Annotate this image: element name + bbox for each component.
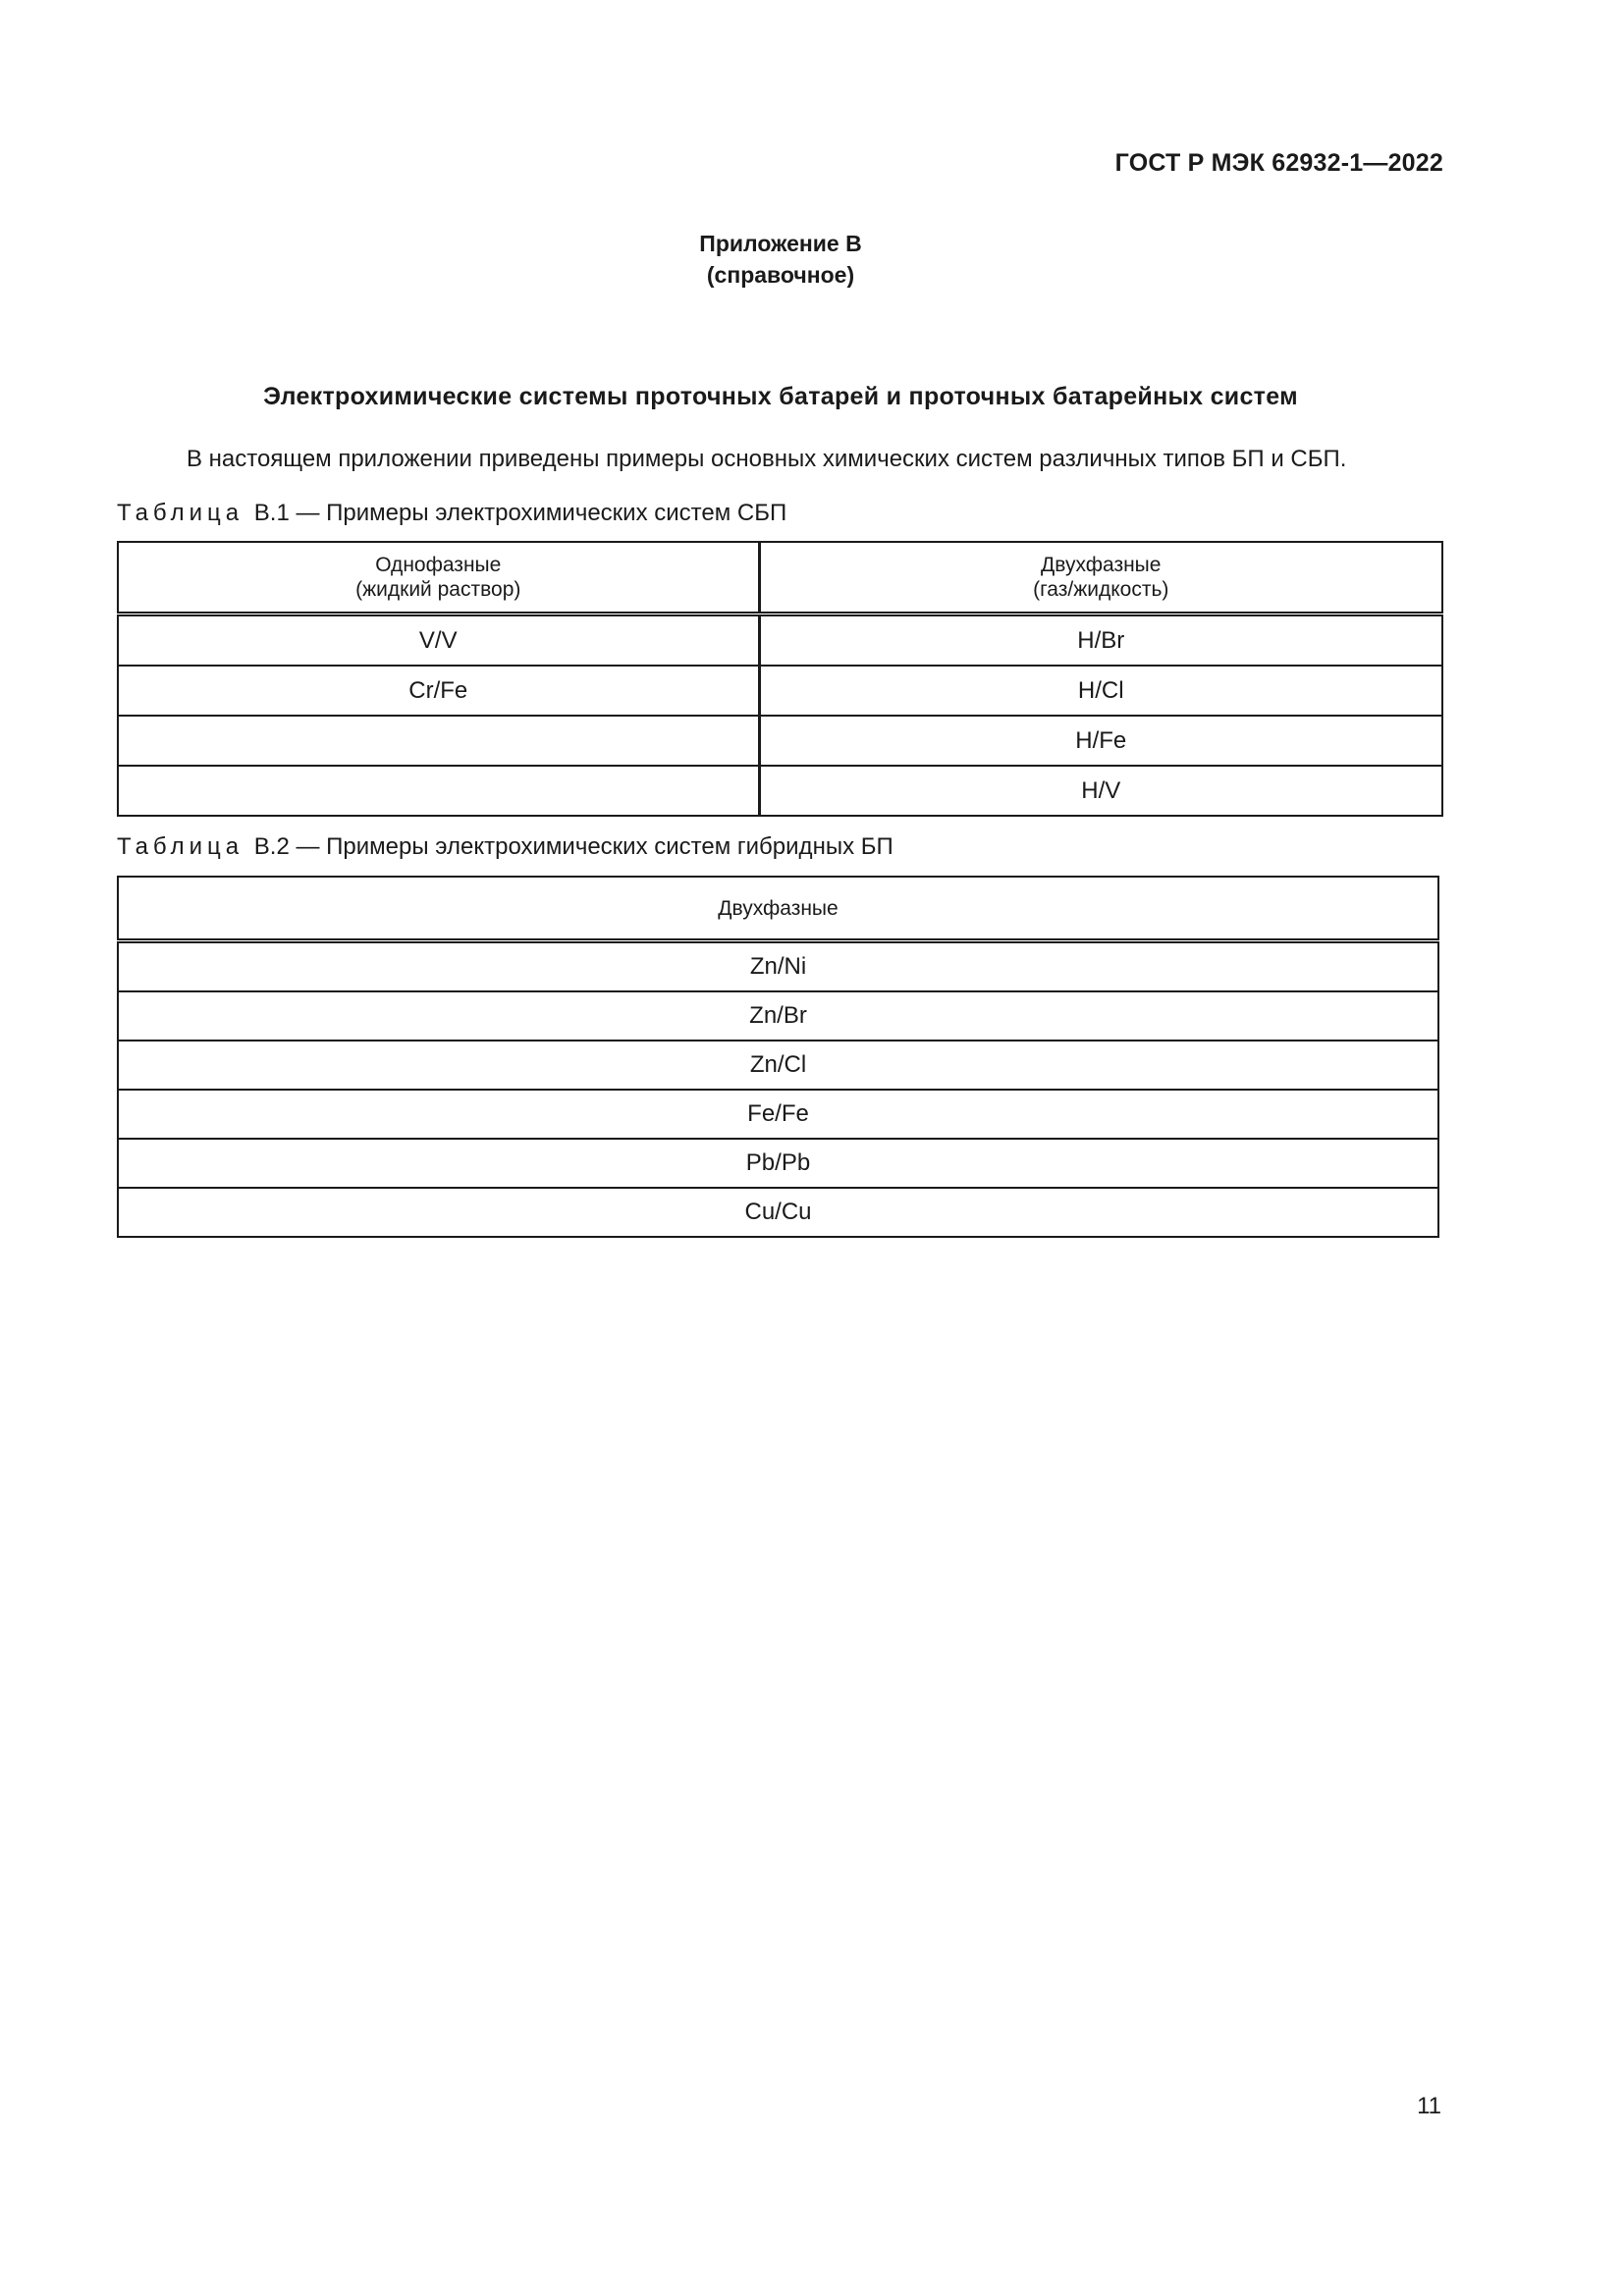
table-row xyxy=(118,716,1442,766)
table-cell xyxy=(118,766,759,816)
page-number: 11 xyxy=(1417,2093,1441,2119)
table-cell: Zn/Cl xyxy=(118,1041,1438,1090)
table-b2 xyxy=(117,876,1439,1238)
header-line: (жидкий раствор) xyxy=(355,578,521,601)
table-b2-caption xyxy=(117,833,893,861)
table-cell: H/V xyxy=(759,766,1442,816)
table-row xyxy=(118,766,1442,816)
table-row xyxy=(118,666,1442,716)
table-cell: H/Fe xyxy=(759,716,1442,766)
table-header-cell xyxy=(759,542,1442,614)
section-title: Электрохимические системы проточных батарей и проточных батарейных систем xyxy=(263,383,1298,410)
table-row xyxy=(118,1090,1438,1139)
table-b1 xyxy=(117,541,1443,817)
annex-heading xyxy=(0,228,1561,291)
table-header-cell: Двухфазные xyxy=(118,877,1438,941)
table-header-cell xyxy=(118,542,759,614)
table-header-row xyxy=(118,542,1442,614)
annex-title: Приложение В xyxy=(699,231,862,256)
annex-subtitle: (справочное) xyxy=(706,262,855,288)
table-row xyxy=(118,614,1442,667)
table-cell: Pb/Pb xyxy=(118,1139,1438,1188)
header-line: Двухфазные xyxy=(1041,554,1162,576)
intro-paragraph: В настоящем приложении приведены примеры основных химических систем различных типов БП и СБП. xyxy=(187,446,1347,472)
table-cell: Cr/Fe xyxy=(118,666,759,716)
table-cell xyxy=(118,716,759,766)
table-row xyxy=(118,1041,1438,1090)
table-cell: H/Br xyxy=(759,614,1442,667)
table-header-row xyxy=(118,877,1438,941)
table-row xyxy=(118,991,1438,1041)
table-row xyxy=(118,1188,1438,1237)
table-cell: Fe/Fe xyxy=(118,1090,1438,1139)
table-b1-caption xyxy=(117,500,786,527)
table-cell: Zn/Br xyxy=(118,991,1438,1041)
table-b2-caption-word: Таблица xyxy=(117,833,244,860)
table-cell: H/Cl xyxy=(759,666,1442,716)
table-b2-caption-text: В.2 — Примеры электрохимических систем гибридных БП xyxy=(253,833,893,860)
table-row xyxy=(118,1139,1438,1188)
table-cell: V/V xyxy=(118,614,759,667)
table-cell: Zn/Ni xyxy=(118,941,1438,992)
header-line: (газ/жидкость) xyxy=(1033,578,1169,601)
table-cell: Cu/Cu xyxy=(118,1188,1438,1237)
document-code: ГОСТ Р МЭК 62932-1—2022 xyxy=(1114,149,1443,177)
table-row xyxy=(118,941,1438,992)
table-b1-caption-text: В.1 — Примеры электрохимических систем СБП xyxy=(253,500,787,526)
table-b1-caption-word: Таблица xyxy=(117,500,244,526)
header-line: Однофазные xyxy=(375,554,502,576)
